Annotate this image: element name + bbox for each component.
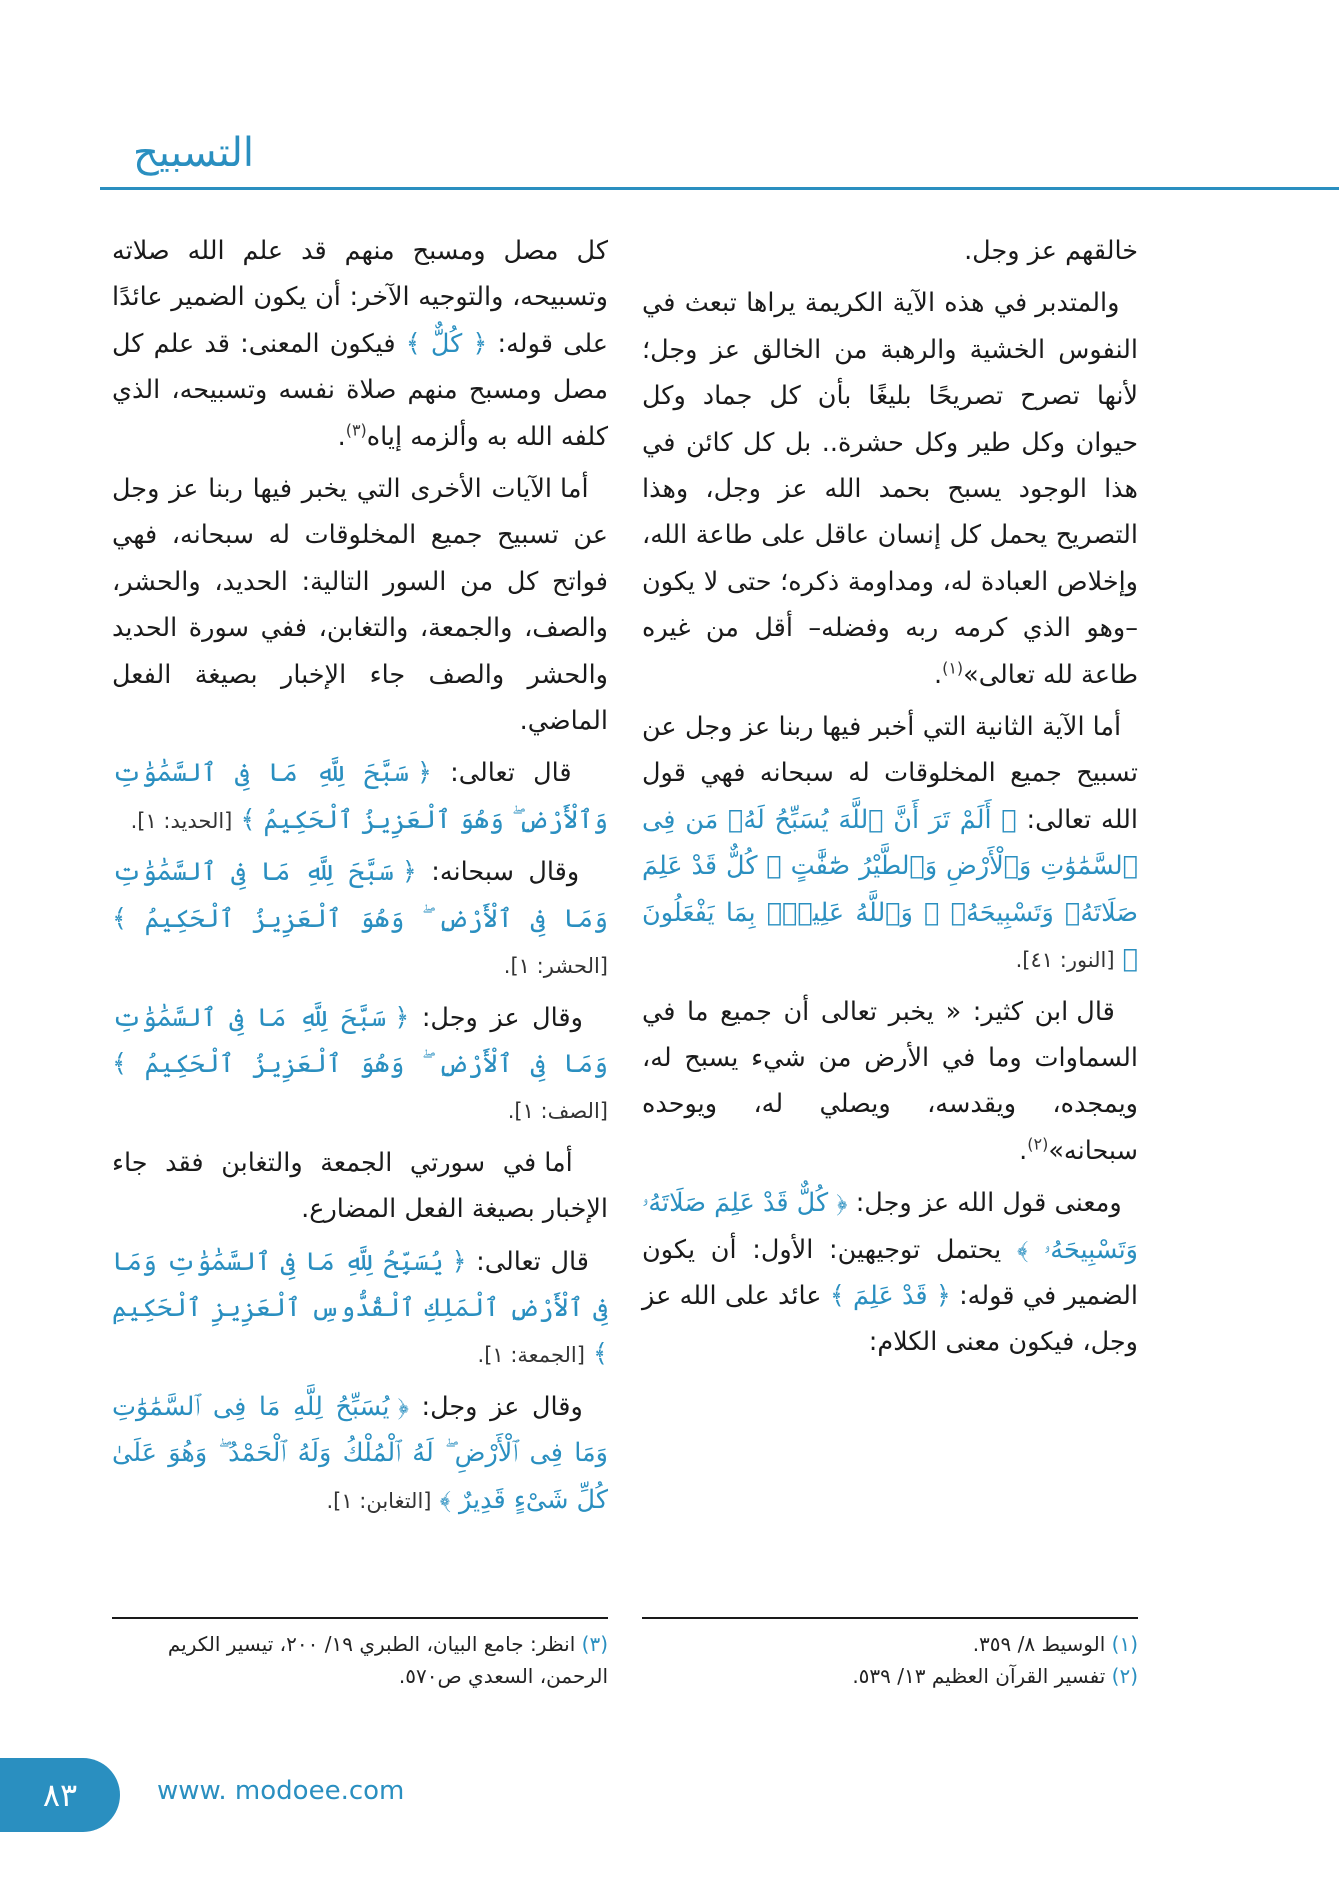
punctuation: . <box>1019 1135 1028 1166</box>
punctuation: . <box>337 421 346 452</box>
footnote-divider <box>112 1617 608 1619</box>
paragraph <box>112 466 608 744</box>
paragraph-text: كل مصل ومسبح منهم قد علم الله صلاته وتسبيحه، والتوجيه الآخر: أن يكون الضمير عائدًا على قوله: <box>112 236 608 359</box>
paragraph-text: أما الآيات الأخرى التي يخبر فيها ربنا عز وجل عن تسبيح جميع المخلوقات له سبحانه، فهي فواتح كل من السور التالية: الحديد، والحشر، والصف، والجمعة، والتغابن، ففي سورة الحديد والحشر والصف جاء الإخبار بصيغة الفعل الماضي. <box>112 474 608 737</box>
quran-verse: ﴿ سَبَّحَ لِلَّهِ مَا فِى ٱلسَّمَٰوَٰتِ وَمَا فِى ٱلْأَرْضِ ۖ وَهُوَ ٱلْعَزِيزُ ٱلْحَكِيمُ ﴾ <box>112 1002 608 1079</box>
verse-intro: قال تعالى: <box>476 1246 589 1277</box>
quran-verse: ﴿ كُلٌّ ﴾ <box>405 328 488 359</box>
verse-reference: [الصف: ١]. <box>507 1099 608 1124</box>
quran-verse: ﴿ يُسَبِّحُ لِلَّهِ مَا فِى ٱلسَّمَٰوَٰتِ وَمَا فِى ٱلْأَرْضِ ۖ لَهُ ٱلْمُلْكُ وَلَهُ ٱلْحَمْدُ ۖ وَهُوَ عَلَىٰ كُلِّ شَىْءٍ قَدِيرٌ ﴾ <box>112 1391 608 1515</box>
paragraph-text: أما الآية الثانية التي أخبر فيها ربنا عز وجل عن تسبيح جميع المخلوقات له سبحانه فهي قول الله تعالى: <box>642 712 1139 835</box>
quran-verse: ﴿ سَبَّحَ لِلَّهِ مَا فِى ٱلسَّمَٰوَٰتِ وَمَا فِى ٱلْأَرْضِ ۖ وَهُوَ ٱلْعَزِيزُ ٱلْحَكِيمُ ﴾ <box>112 857 608 934</box>
footnote-number: (٢) <box>1111 1664 1138 1688</box>
paragraph-text: فيكون المعنى: قد علم كل مصل ومسبح منهم صلاة نفسه وتسبيحه، الذي كلفه الله به وألزمه إياه <box>112 328 608 452</box>
paragraph <box>642 704 1138 982</box>
verse-paragraph <box>112 995 608 1134</box>
quran-verse: ﴿ قَدْ عَلِمَ ﴾ <box>829 1280 951 1311</box>
chapter-title: التسبيح <box>132 130 254 176</box>
verse-intro: وقال سبحانه: <box>431 857 580 888</box>
paragraph-text: يحتمل توجيهين: الأول: أن يكون الضمير في قوله: <box>642 1234 1138 1311</box>
footnote-text: انظر: جامع البيان، الطبري ١٩/ ٢٠٠، تيسير الكريم الرحمن، السعدي ص٥٧٠. <box>167 1632 608 1688</box>
footnote-ref[interactable]: (١) <box>942 658 964 678</box>
verse-paragraph <box>112 750 608 843</box>
paragraph <box>642 989 1138 1175</box>
quran-verse: ﴿ كُلٌّ قَدْ عَلِمَ صَلَاتَهُۥ وَتَسْبِيحَهُۥ ﴾ <box>642 1188 1138 1265</box>
page-number-badge <box>0 1758 120 1832</box>
paragraph-text: قال ابن كثير: « يخبر تعالى أن جميع ما في السماوات وما في الأرض من شيء يسبح له، ويمجده، ويقدسه، ويصلي له، ويوحده سبحانه» <box>642 996 1138 1166</box>
page-header <box>100 120 1339 190</box>
paragraph <box>642 280 1138 698</box>
footnotes-left <box>112 1628 608 1692</box>
footnote-ref[interactable]: (٣) <box>345 420 367 440</box>
punctuation: . <box>933 659 943 690</box>
footnote <box>642 1628 1138 1660</box>
verse-paragraph <box>112 1384 608 1523</box>
footnote-text: الوسيط ٨/ ٣٥٩. <box>972 1632 1106 1656</box>
paragraph-text: والمتدبر في هذه الآية الكريمة يراها تبعث في النفوس الخشية والرهبة من الخالق عز وجل؛ لأنها تصرح تصريحًا بليغًا بأن كل جماد وكل حيوان وكل طير وكل حشرة.. بل كل كائن في هذا الوجود يسبح بحمد الله عز وجل، وهذا التصريح يحمل كل إنسان عاقل على طاعة الله، وإخلاص العبادة له، ومداومة ذكره؛ حتى لا يكون –وهو الذي كرمه ربه وفضله– أقل من غيره طاعة لله تعالى» <box>642 288 1138 690</box>
quran-verse: ﴿ سَبَّحَ لِلَّهِ مَا فِى ٱلسَّمَٰوَٰتِ وَٱلْأَرْضِ ۖ وَهُوَ ٱلْعَزِيزُ ٱلْحَكِيمُ ﴾ <box>112 758 608 835</box>
paragraph <box>112 228 608 460</box>
right-column <box>642 228 1138 1372</box>
verse-paragraph <box>112 1239 608 1378</box>
paragraph-text: عائد على الله عز وجل، فيكون معنى الكلام: <box>642 1280 1138 1358</box>
paragraph-text: خالقهم عز وجل. <box>964 236 1138 266</box>
quran-verse: ﴿ أَلَمْ تَرَ أَنَّ ٱللَّهَ يُسَبِّحُ لَهُۥ مَن فِى ٱلسَّمَٰوَٰتِ وَٱلْأَرْضِ وَٱلطَّيْرُ صَٰٓفَّٰتٍ ۖ كُلٌّ قَدْ عَلِمَ صَلَاتَهُۥ وَتَسْبِيحَهُۥ ۗ وَٱللَّهُ عَلِيمٌۢ بِمَا يَفْعَلُونَ ﴾ <box>642 804 1138 975</box>
footnote <box>112 1628 608 1692</box>
paragraph <box>112 1140 608 1233</box>
verse-reference: [الجمعة: ١]. <box>477 1343 585 1368</box>
paragraph-text: ومعنى قول الله عز وجل: <box>855 1188 1122 1219</box>
verse-reference: [الحديد: ١]. <box>130 808 233 833</box>
footnote-text: تفسير القرآن العظيم ١٣/ ٥٣٩. <box>852 1664 1106 1688</box>
footnote-ref[interactable]: (٢) <box>1027 1134 1049 1154</box>
footnote-number: (١) <box>1111 1632 1138 1656</box>
verse-reference: [النور: ٤١]. <box>1015 948 1115 973</box>
paragraph <box>642 228 1138 274</box>
left-column <box>112 228 608 1529</box>
footnotes-right <box>642 1628 1138 1692</box>
verse-reference: [الحشر: ١]. <box>503 954 608 979</box>
paragraph <box>642 1180 1138 1366</box>
verse-paragraph <box>112 849 608 988</box>
paragraph-text: أما في سورتي الجمعة والتغابن فقد جاء الإخبار بصيغة الفعل المضارع. <box>112 1147 608 1225</box>
verse-intro: وقال عز وجل: <box>421 1391 583 1422</box>
footnote <box>642 1660 1138 1692</box>
footnote-number: (٣) <box>581 1632 608 1656</box>
verse-intro: وقال عز وجل: <box>421 1002 583 1033</box>
footnote-divider <box>642 1617 1138 1619</box>
quran-verse: ﴿ يُسَبِّحُ لِلَّهِ مَا فِى ٱلسَّمَٰوَٰتِ وَمَا فِى ٱلْأَرْضِ ٱلْمَلِكِ ٱلْقُدُّوسِ ٱلْعَزِيزِ ٱلْحَكِيمِ ﴾ <box>112 1246 608 1370</box>
verse-intro: قال تعالى: <box>450 758 572 789</box>
page-number: ٨٣ <box>42 1776 78 1814</box>
website-link[interactable]: www. modoee.com <box>157 1776 405 1806</box>
verse-reference: [التغابن: ١]. <box>326 1488 432 1513</box>
